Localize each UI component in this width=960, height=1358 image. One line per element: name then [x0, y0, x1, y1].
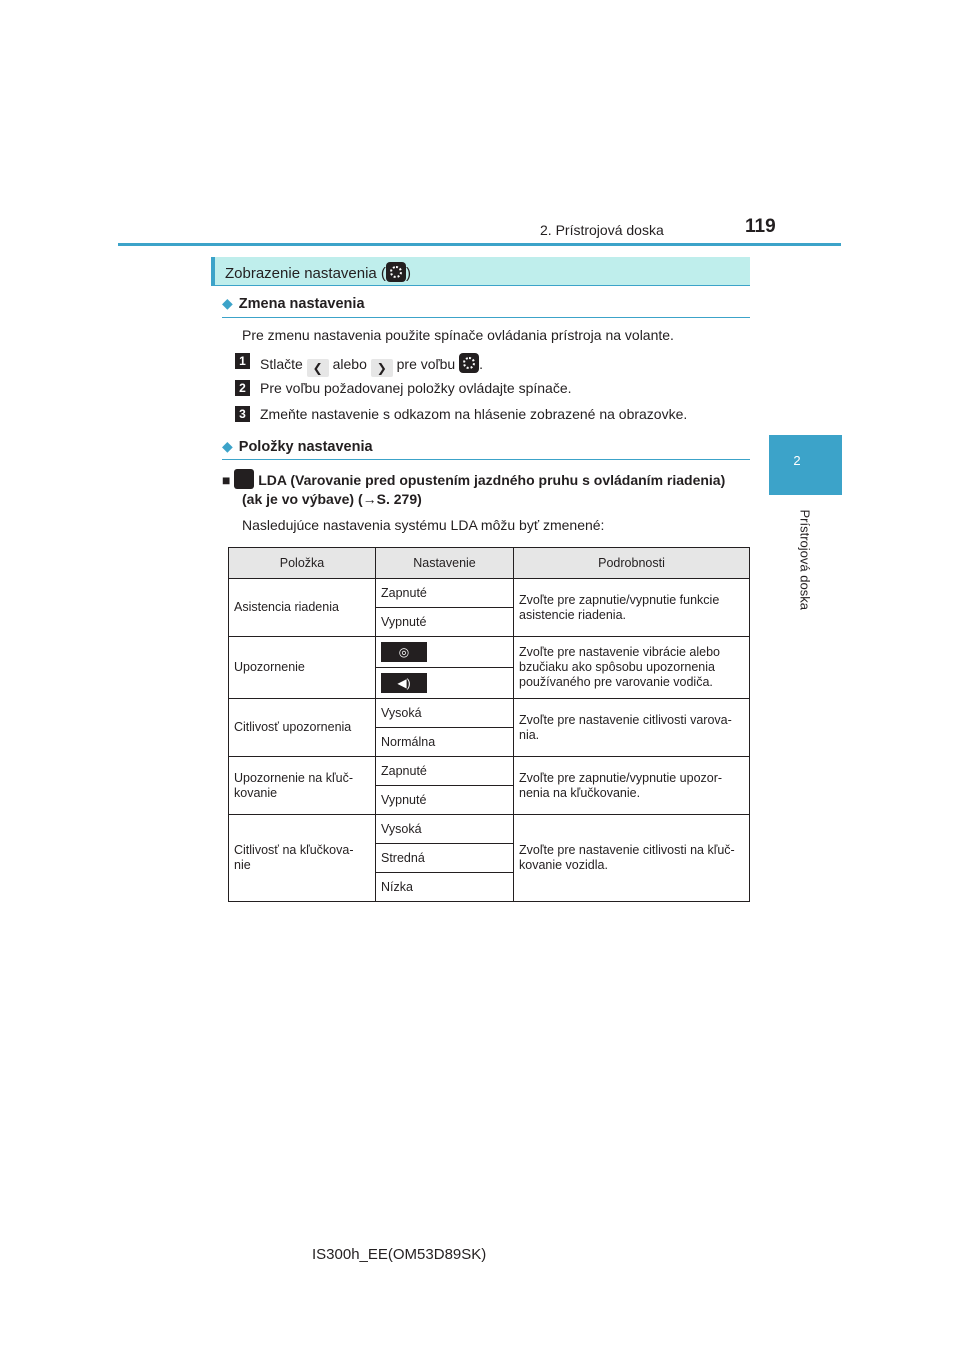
settings-gear-icon: [386, 262, 406, 282]
section-title: [225, 262, 411, 282]
lda-settings-table: [228, 547, 750, 902]
reference-arrow-icon: →: [362, 491, 377, 507]
subhead-rule: [222, 317, 750, 318]
table-cell-details: Zvoľte pre zapnutie/vypnutie upozor-nenia na kľučkovanie.: [514, 757, 750, 815]
table-cell-setting: Nízka: [376, 873, 514, 902]
change-settings-intro: Pre zmenu nastavenia použite spínače ovládania prístroja na volante.: [242, 327, 674, 343]
table-cell-details: Zvoľte pre nastavenie vibrácie alebo bzučiaku ako spôsobu upozornenia používaného pre varovanie vodiča.: [514, 637, 750, 699]
steering-wheel-vibration-icon: ◎: [381, 642, 427, 662]
subhead-rule: [222, 459, 750, 460]
side-tab-number: 2: [793, 453, 801, 468]
change-settings-heading: ◆ Zmena nastavenia: [222, 295, 365, 312]
lda-item-intro: Nasledujúce nastavenia systému LDA môžu byť zmenené:: [242, 517, 605, 533]
diamond-bullet-icon: ◆: [222, 295, 233, 311]
table-row: [229, 637, 750, 668]
table-cell-setting: [376, 668, 514, 699]
column-header: Podrobnosti: [514, 548, 750, 579]
chapter-side-tab: [769, 435, 842, 495]
square-bullet-icon: ■: [222, 472, 231, 488]
table-cell-setting: Vypnuté: [376, 608, 514, 637]
table-cell-setting: Vysoká: [376, 815, 514, 844]
step-2-text: Pre voľbu požadovanej položky ovládajte spínače.: [260, 380, 572, 396]
table-row: [229, 699, 750, 728]
table-cell-item: Citlivosť upozornenia: [229, 699, 376, 757]
step-3-text: Zmeňte nastavenie s odkazom na hlásenie zobrazené na obrazovke.: [260, 406, 688, 422]
column-header: Položka: [229, 548, 376, 579]
section-title-prefix: Zobrazenie nastavenia (: [225, 265, 386, 282]
lda-icon: [234, 469, 254, 489]
table-row: [229, 757, 750, 786]
table-row: [229, 579, 750, 608]
table-cell-setting: Vypnuté: [376, 786, 514, 815]
header-rule: [118, 243, 841, 246]
settings-gear-icon: [459, 353, 479, 373]
table-cell-item: Upozornenie na kľuč-kovanie: [229, 757, 376, 815]
table-cell-item: Asistencia riadenia: [229, 579, 376, 637]
step-number: 3: [235, 406, 250, 422]
table-cell-setting: [376, 637, 514, 668]
setting-items-heading: ◆ Položky nastavenia: [222, 438, 373, 455]
table-cell-setting: Vysoká: [376, 699, 514, 728]
right-arrow-button-icon: ❯: [371, 359, 393, 377]
table-header-row: [229, 548, 750, 579]
table-cell-item: Upozornenie: [229, 637, 376, 699]
diamond-bullet-icon: ◆: [222, 438, 233, 454]
table-cell-setting: Normálna: [376, 728, 514, 757]
step-number: 2: [235, 380, 250, 396]
table-cell-details: Zvoľte pre zapnutie/vypnutie funkcie asistencie riadenia.: [514, 579, 750, 637]
column-header: Nastavenie: [376, 548, 514, 579]
chapter-title: 2. Prístrojová doska: [540, 222, 664, 238]
table-cell-details: Zvoľte pre nastavenie citlivosti varova-nia.: [514, 699, 750, 757]
step-1-text: Stlačte ❮ alebo ❯ pre voľbu .: [260, 353, 483, 377]
table-cell-setting: Stredná: [376, 844, 514, 873]
section-title-suffix: ): [405, 265, 411, 282]
step-number: 1: [235, 353, 250, 369]
page-number: 119: [745, 216, 776, 237]
table-cell-item: Citlivosť na kľučkova-nie: [229, 815, 376, 902]
left-arrow-button-icon: ❮: [307, 359, 329, 377]
document-code: IS300h_EE(OM53D89SK): [312, 1246, 487, 1263]
lda-item-title-line2: (ak je vo výbave) (→S. 279): [242, 491, 422, 507]
table-cell-setting: Zapnuté: [376, 757, 514, 786]
table-cell-setting: Zapnuté: [376, 579, 514, 608]
side-tab-label-text: Prístrojová doska: [797, 509, 813, 610]
side-tab-label: [790, 509, 813, 622]
section-band: [211, 257, 750, 286]
buzzer-icon: ◀): [381, 673, 427, 693]
lda-item-title-line1: ■ LDA (Varovanie pred opustením jazdného pruhu s ovládaním riadenia): [222, 469, 725, 489]
table-cell-details: Zvoľte pre nastavenie citlivosti na kľuč-kovanie vozidla.: [514, 815, 750, 902]
table-row: [229, 815, 750, 844]
